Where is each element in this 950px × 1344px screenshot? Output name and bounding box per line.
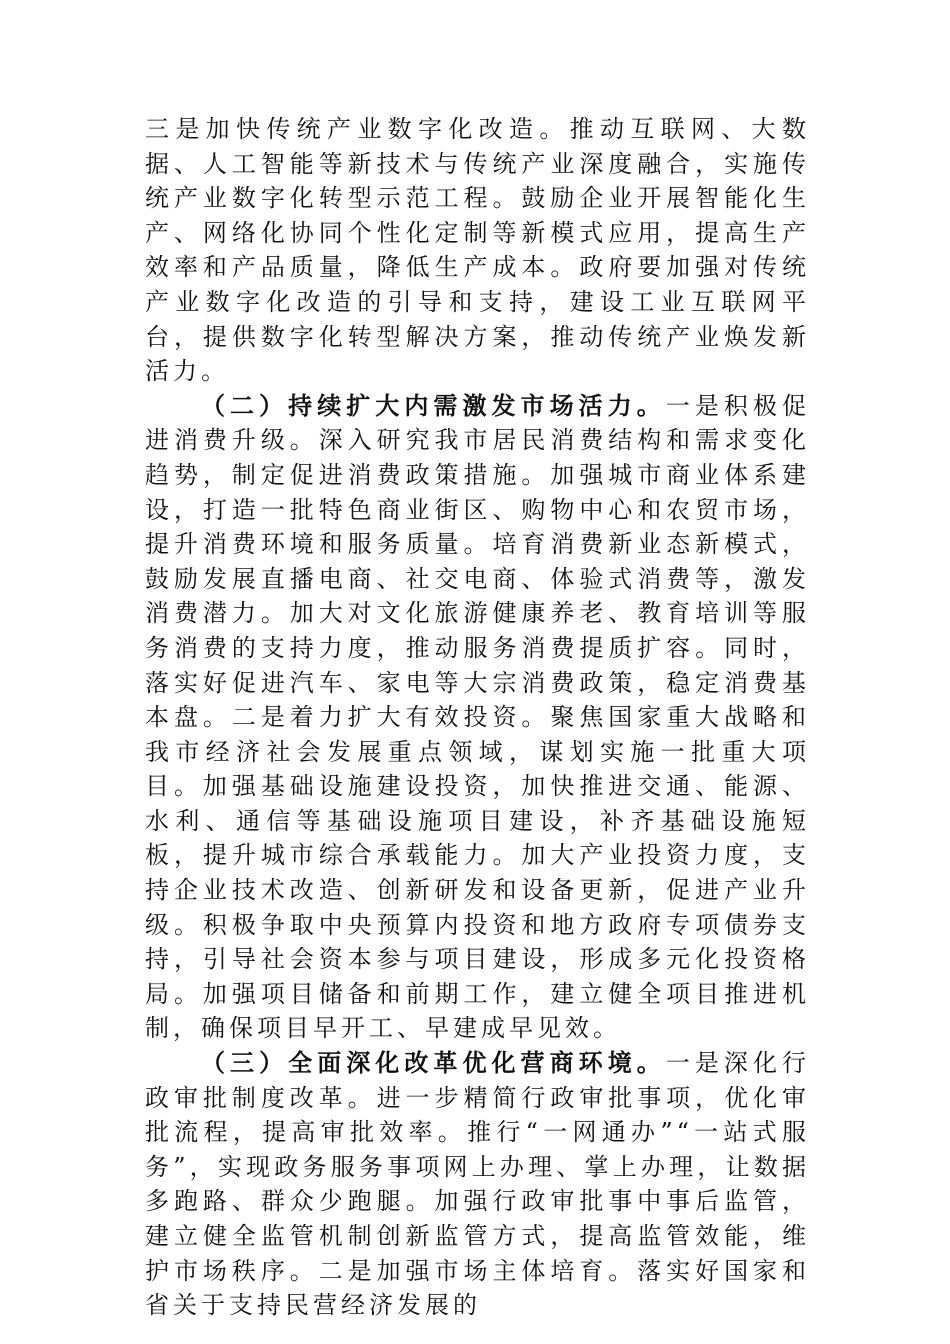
section-heading: （三）全面深化改革优化营商环境。 (201, 1048, 666, 1078)
paragraph-reform-business-environment (145, 1046, 810, 1323)
paragraph-domestic-demand (145, 389, 810, 1046)
document-page (145, 112, 810, 1323)
section-heading: （二）持续扩大内需激发市场活力。 (201, 390, 666, 420)
paragraph-body: 一是深化行政审批制度改革。进一步精简行政审批事项，优化审批流程，提高审批效率。推行“一网通办”“一站式服务”，实现政务服务事项网上办理、掌上办理，让数据多跑路、群众少跑腿。加强行政审批事中事后监管，建立健全监管机制创新监管方式，提高监管效能，维护市场秩序。二是加强市场主体培育。落实好国家和省关于支持民营经济发展的 (145, 1049, 811, 1320)
paragraph-body: 一是积极促进消费升级。深入研究我市居民消费结构和需求变化趋势，制定促进消费政策措施。加强城市商业体系建设，打造一批特色商业街区、购物中心和农贸市场，提升消费环境和服务质量。培育消费新业态新模式，鼓励发展直播电商、社交电商、体验式消费等，激发消费潜力。加大对文化旅游健康养老、教育培训等服务消费的支持力度，推动服务消费提质扩容。同时，落实好促进汽车、家电等大宗消费政策，稳定消费基本盘。二是着力扩大有效投资。聚焦国家重大战略和我市经济社会发展重点领域，谋划实施一批重大项目。加强基础设施建设投资，加快推进交通、能源、水利、通信等基础设施项目建设，补齐基础设施短板，提升城市综合承载能力。加大产业投资力度，支持企业技术改造、创新研发和设备更新，促进产业升级。积极争取中央预算内投资和地方政府专项债券支持，引导社会资本参与项目建设，形成多元化投资格局。加强项目储备和前期工作，建立健全项目推进机制，确保项目早开工、早建成早见效。 (145, 391, 811, 1043)
paragraph-body: 三是加快传统产业数字化改造。推动互联网、大数据、人工智能等新技术与传统产业深度融合，实施传统产业数字化转型示范工程。鼓励企业开展智能化生产、网络化协同个性化定制等新模式应用，提高生产效率和产品质量，降低生产成本。政府要加强对传统产业数字化改造的引导和支持，建设工业互联网平台，提供数字化转型解决方案，推动传统产业焕发新活力。 (145, 115, 810, 386)
paragraph-digital-transformation (145, 112, 810, 389)
